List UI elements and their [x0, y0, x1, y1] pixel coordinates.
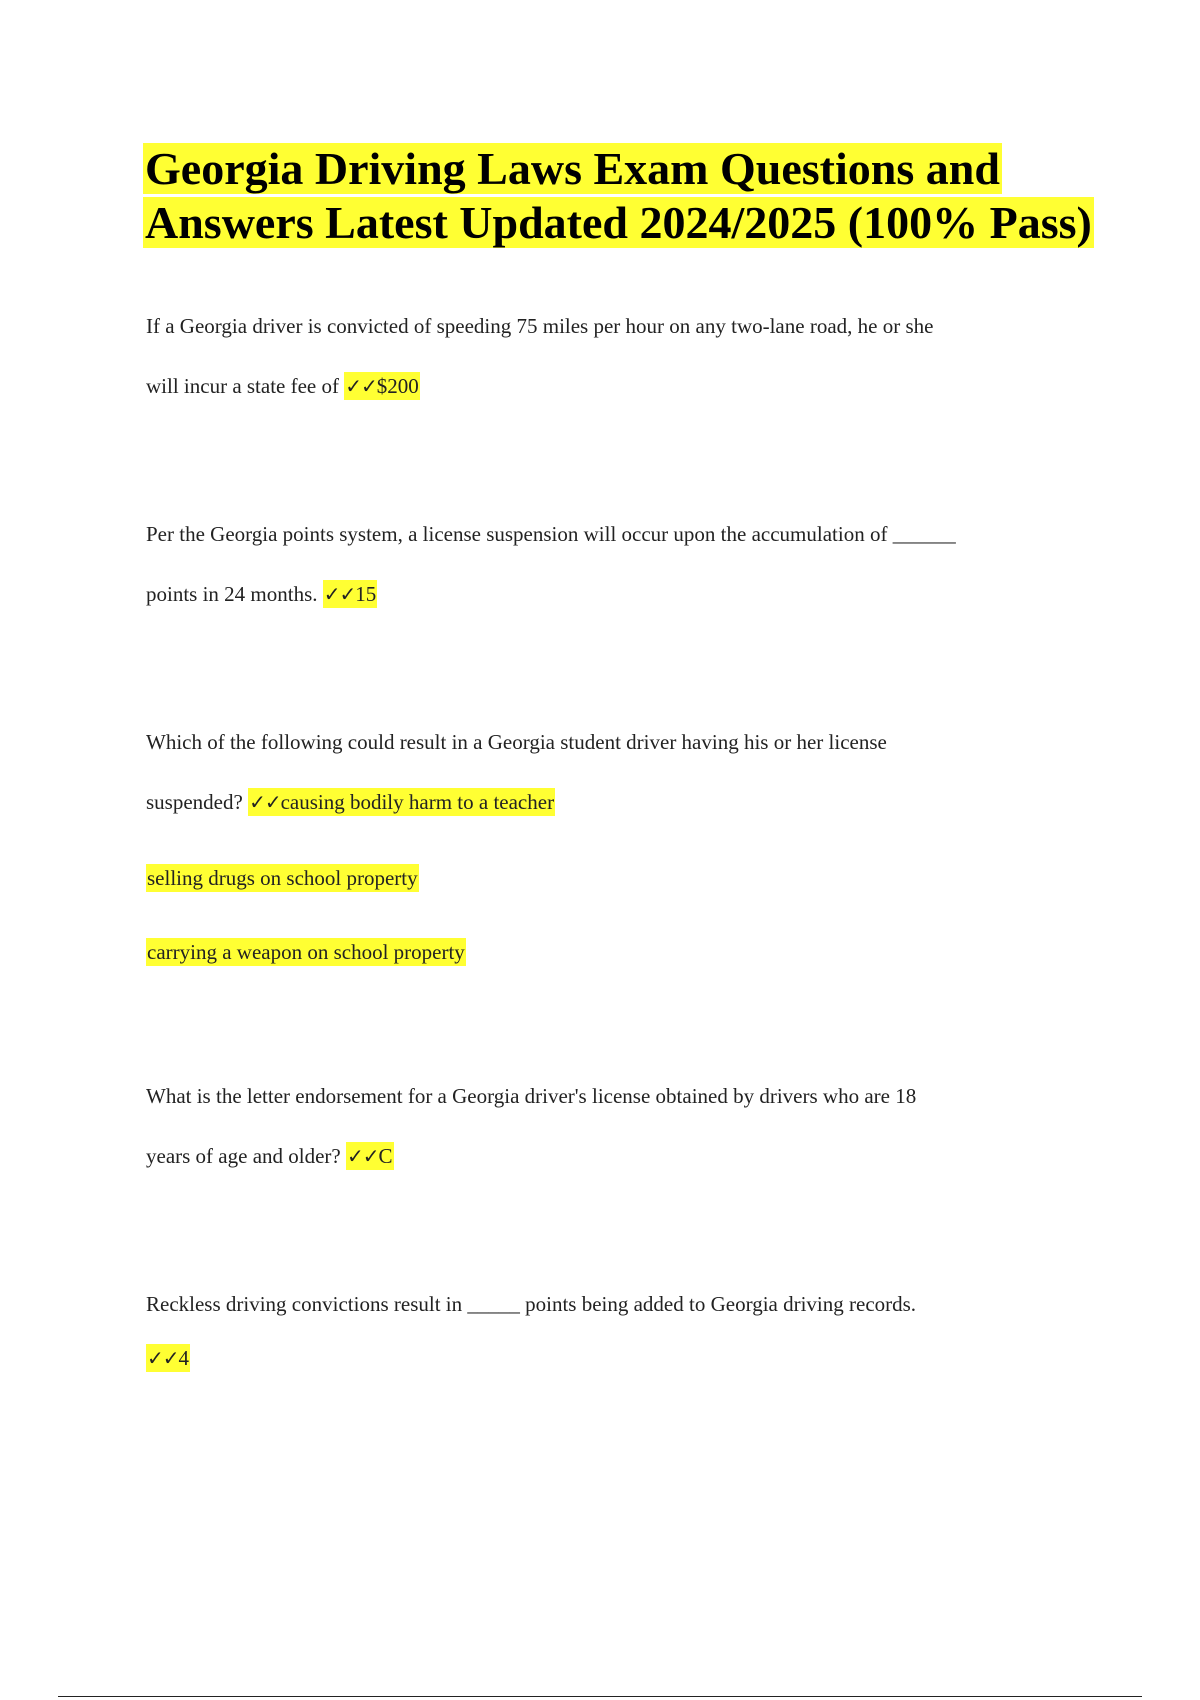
double-check-icon: ✓✓ — [345, 374, 377, 398]
document-title — [143, 142, 1153, 250]
question-text: If a Georgia driver is convicted of speeding 75 miles per hour on any two-lane road, he or she — [146, 314, 934, 338]
title-line-2: Answers Latest Updated 2024/2025 (100% Pass) — [145, 197, 1092, 248]
answer-highlight — [248, 788, 555, 816]
answer-highlight — [146, 1344, 190, 1372]
title-line-1: Georgia Driving Laws Exam Questions and — [145, 143, 1000, 194]
answer-text: $200 — [376, 374, 419, 398]
answer-line — [146, 848, 1096, 908]
answer-text: 15 — [355, 582, 377, 606]
answer-highlight — [346, 1142, 394, 1170]
answer-text: causing bodily harm to a teacher — [280, 790, 555, 814]
question-text-continued: points in 24 months. ✓✓15 — [146, 582, 377, 606]
question-text: Reckless driving convictions result in _____ points being added to Georgia driving records. — [146, 1292, 917, 1316]
question-1 — [146, 296, 1096, 416]
double-check-icon: ✓✓ — [147, 1346, 179, 1370]
answer-highlight: carrying a weapon on school property — [147, 940, 465, 964]
answer-highlight: selling drugs on school property — [147, 866, 418, 890]
answer-text: C — [378, 1144, 393, 1168]
double-check-icon: ✓✓ — [346, 1144, 379, 1168]
answer-text: 4 — [178, 1346, 190, 1370]
answer-line — [146, 922, 1096, 982]
question-text-continued: suspended? ✓✓causing bodily harm to a teacher — [146, 790, 555, 814]
question-text: Which of the following could result in a Georgia student driver having his or her license — [146, 730, 887, 754]
question-text: Per the Georgia points system, a license suspension will occur upon the accumulation of ______ — [146, 522, 956, 546]
answer-highlight — [323, 580, 378, 608]
footer-divider — [58, 1696, 1142, 1697]
question-text-continued: years of age and older? ✓✓C — [146, 1144, 393, 1168]
double-check-icon: ✓✓ — [249, 790, 281, 814]
answer-highlight — [344, 372, 420, 400]
double-check-icon: ✓✓ — [323, 582, 356, 606]
question-3 — [146, 712, 1096, 982]
question-5 — [146, 1274, 1096, 1382]
question-2 — [146, 504, 1096, 624]
question-text: What is the letter endorsement for a Georgia driver's license obtained by drivers who are 18 — [146, 1084, 917, 1108]
question-4 — [146, 1066, 1096, 1186]
answer-line — [146, 1334, 1096, 1382]
question-text-continued: will incur a state fee of ✓✓$200 — [146, 374, 419, 398]
